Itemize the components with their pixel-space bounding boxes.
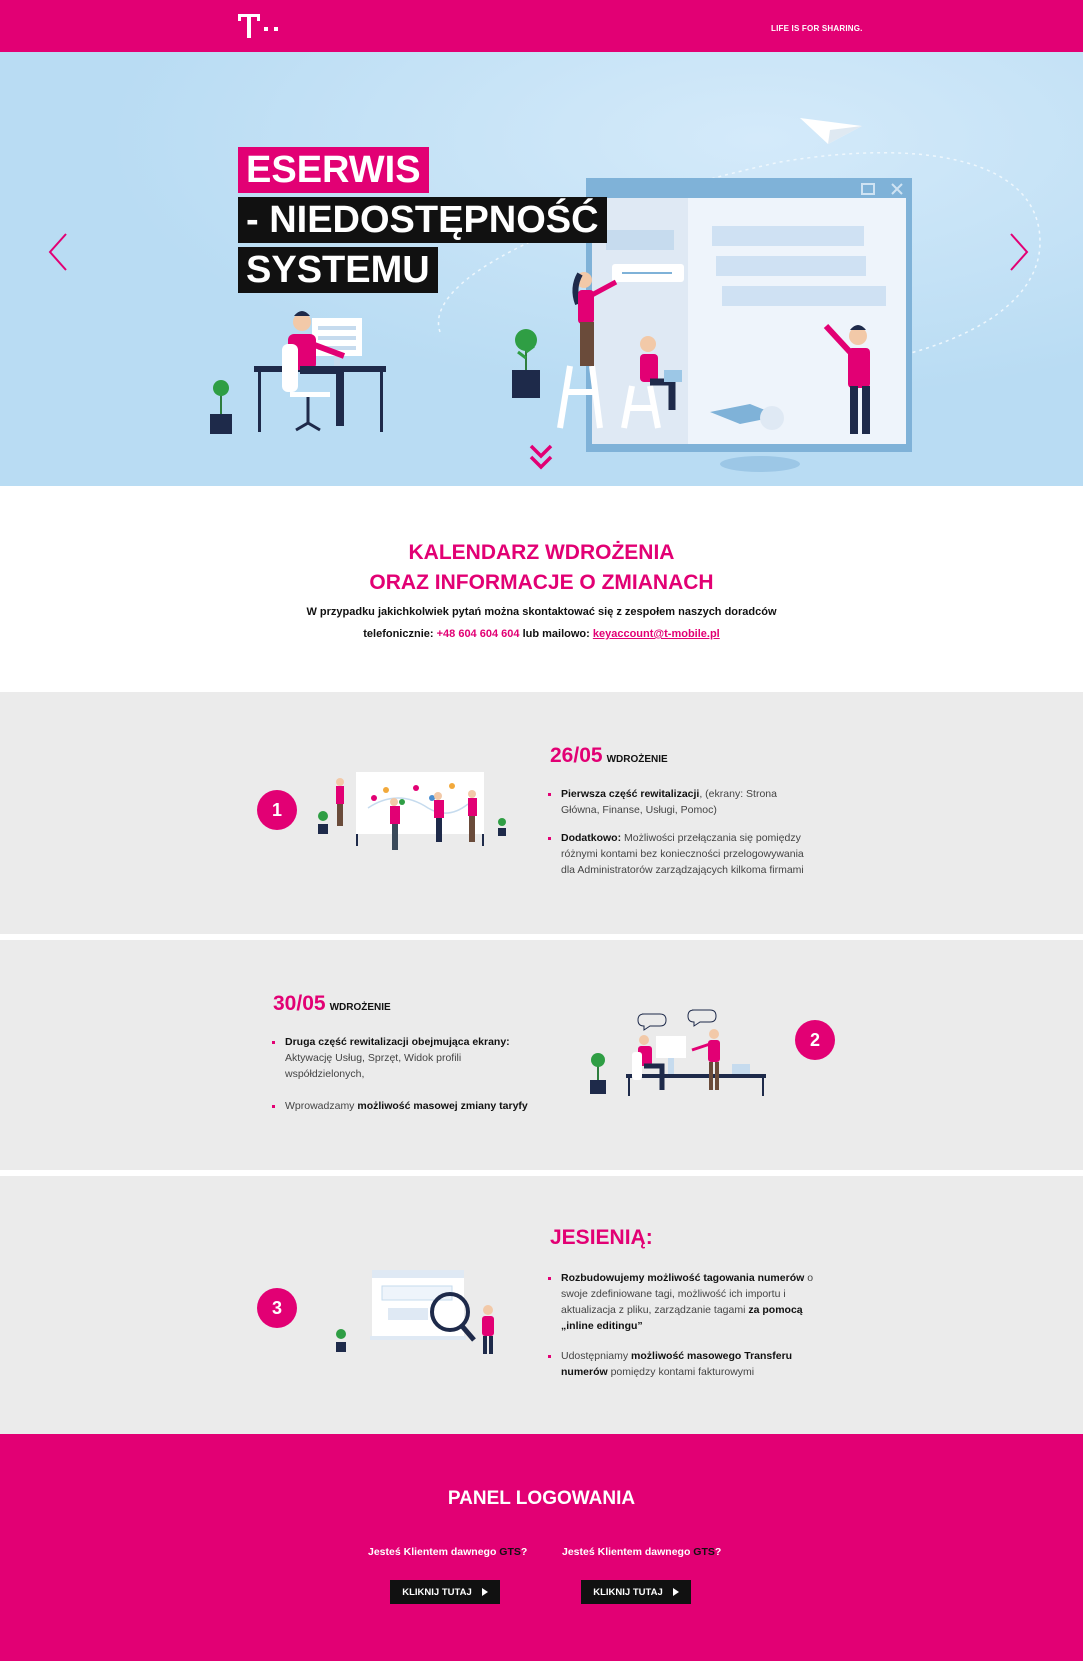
step-date: JESIENIĄ: <box>550 1226 653 1249</box>
office-meeting-illustration <box>582 1008 766 1098</box>
list-item <box>548 830 818 878</box>
contact-prefix: telefonicznie: <box>363 628 434 640</box>
list-item <box>548 1348 818 1380</box>
step-bullet-list <box>272 1034 532 1126</box>
play-arrow-icon <box>482 1588 488 1596</box>
click-here-button[interactable] <box>581 1580 691 1604</box>
email-link[interactable]: keyaccount@t-mobile.pl <box>592 628 720 640</box>
step-number-badge: 1 <box>257 790 297 830</box>
hero-title-line-2: - NIEDOSTĘPNOŚĆ <box>238 197 607 243</box>
step-date-line <box>550 744 668 768</box>
step-number-badge: 2 <box>795 1020 835 1060</box>
gts-label: GTS <box>693 1546 715 1558</box>
step-number-badge: 3 <box>257 1288 297 1328</box>
contact-line <box>0 626 1083 642</box>
item-bold-text: za pomocą „inline editingu” <box>561 1304 803 1332</box>
tagline: LIFE IS FOR SHARING. <box>771 24 863 33</box>
question-mark: ? <box>520 1546 528 1558</box>
former-gts-client-question <box>368 1546 527 1558</box>
timeline-step-1 <box>0 692 1083 934</box>
intro-section <box>0 486 1083 692</box>
click-here-button[interactable] <box>390 1580 500 1604</box>
item-bold-text: Druga część rewitalizacji obejmująca ekrany: <box>285 1036 510 1048</box>
team-whiteboard-illustration <box>312 768 512 854</box>
item-bold-text: możliwość masowego Transferu numerów <box>561 1350 793 1378</box>
question-text: Jesteś Klientem dawnego <box>562 1546 691 1558</box>
login-panel <box>0 1434 1083 1661</box>
phone-number[interactable]: +48 604 604 604 <box>436 628 520 640</box>
item-text: Możliwości przełączania się pomiędzy różnymi kontami bez konieczności przelogowywania dla Administratorów zarządzających kilkoma firmami <box>561 832 804 876</box>
chevron-right-icon[interactable] <box>1007 232 1031 272</box>
intro-heading-line-2: ORAZ INFORMACJE O ZMIANACH <box>369 571 714 594</box>
timeline-step-3 <box>0 1176 1083 1434</box>
step-bullet-list <box>548 1270 818 1392</box>
item-bold-text: Rozbudowujemy możliwość tagowania numerów <box>561 1272 805 1284</box>
step-bullet-list <box>548 786 818 890</box>
item-bold-text: Pierwsza część rewitalizacji <box>561 788 700 800</box>
list-item <box>548 786 818 818</box>
step-tag: WDROŻENIE <box>606 754 668 765</box>
item-text: o swoje zdefiniowane tagi, możliwość ich importu i aktualizacja z pliku, zarządzanie tagami <box>561 1272 814 1316</box>
hero-title-line-1: ESERWIS <box>238 147 429 193</box>
item-text: Wprowadzamy <box>285 1100 358 1112</box>
step-date: 26/05 <box>550 744 603 767</box>
play-arrow-icon <box>673 1588 679 1596</box>
step-date-line <box>550 1226 653 1250</box>
telekom-logo[interactable] <box>238 14 288 38</box>
item-bold-text: Dodatkowo: <box>561 832 622 844</box>
search-magnifier-illustration <box>332 1268 512 1358</box>
step-tag: WDROŻENIE <box>329 1002 391 1013</box>
chevron-left-icon[interactable] <box>46 232 70 272</box>
contact-middle: lub mailowo: <box>522 628 590 640</box>
list-item <box>272 1034 532 1082</box>
step-date: 30/05 <box>273 992 326 1015</box>
question-mark: ? <box>714 1546 722 1558</box>
list-item <box>272 1098 532 1114</box>
button-label: KLIKNIJ TUTAJ <box>593 1586 663 1598</box>
intro-heading-line-1: KALENDARZ WDROŻENIA <box>408 541 675 564</box>
top-bar <box>0 0 1083 52</box>
button-label: KLIKNIJ TUTAJ <box>402 1586 472 1598</box>
intro-text: W przypadku jakichkolwiek pytań można skontaktować się z zespołem naszych doradców <box>306 606 777 618</box>
item-text: Aktywację Usług, Sprzęt, Widok profili współdzielonych, <box>285 1052 462 1080</box>
item-text: , (ekrany: Strona Główna, Finanse, Usługi, Pomoc) <box>561 788 777 816</box>
step-date-line <box>273 992 391 1016</box>
timeline-step-2 <box>0 940 1083 1170</box>
item-text: Udostępniamy <box>561 1350 632 1362</box>
double-chevron-down-icon[interactable] <box>529 444 553 470</box>
panel-title: PANEL LOGOWANIA <box>447 1488 636 1509</box>
gts-label: GTS <box>499 1546 521 1558</box>
question-text: Jesteś Klientem dawnego <box>368 1546 497 1558</box>
hero-title-line-3: SYSTEMU <box>238 247 438 293</box>
former-gts-client-question <box>562 1546 721 1558</box>
item-bold-text: możliwość masowej zmiany taryfy <box>357 1100 528 1112</box>
item-text: pomiędzy kontami fakturowymi <box>607 1366 755 1378</box>
hero-banner <box>0 52 1083 486</box>
hero-title <box>238 147 607 297</box>
list-item <box>548 1270 818 1334</box>
